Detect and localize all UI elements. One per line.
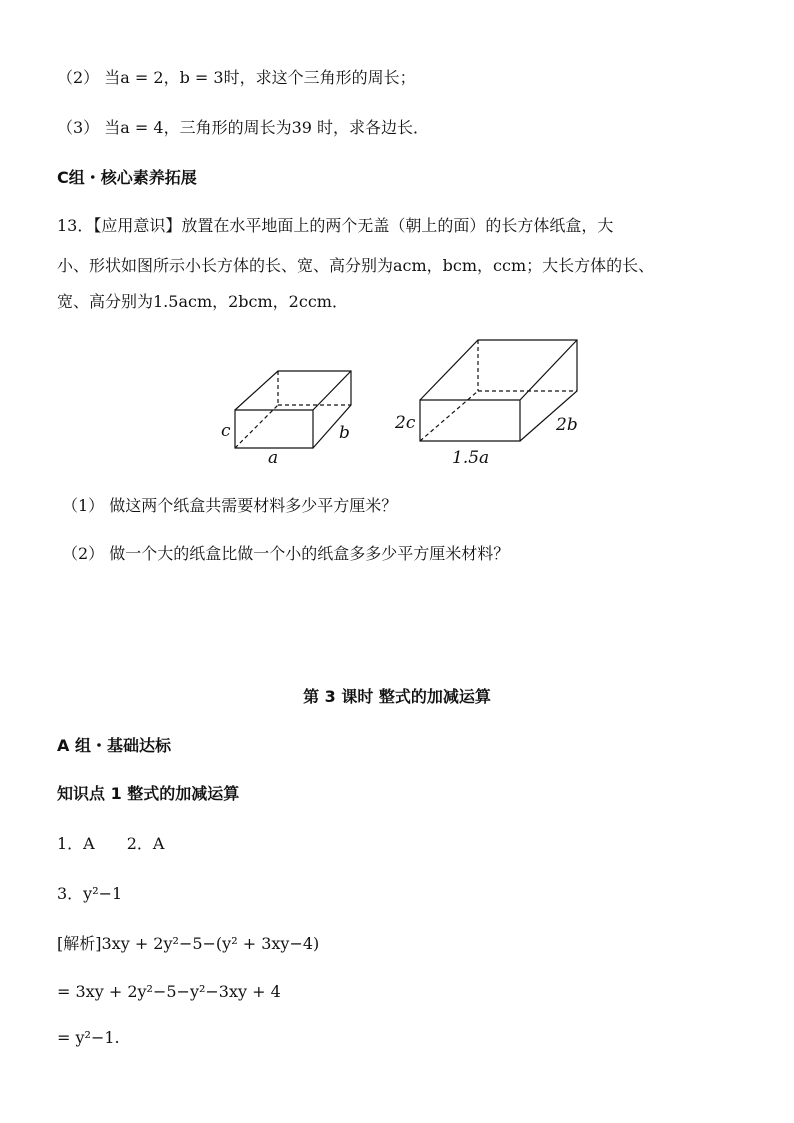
- small-b-label: b: [339, 423, 350, 443]
- knowledge-point-heading: 知识点 1 整式的加减运算: [57, 784, 240, 803]
- question-2-part-2: （2） 当a = 2，b = 3时，求这个三角形的周长；: [57, 68, 416, 87]
- boxes-figure: [0, 330, 794, 480]
- analysis-line-1: [解析]3xy + 2y²−5−(y² + 3xy−4): [57, 934, 320, 953]
- answer-3: 3．y²−1: [57, 884, 123, 903]
- section-a-heading: A 组・基础达标: [57, 736, 171, 755]
- small-c-label: c: [221, 421, 231, 441]
- question-2-part-3: （3） 当a = 4，三角形的周长为39 时，求各边长．: [57, 118, 430, 137]
- big-box: [420, 340, 577, 441]
- question-13-line-2: 小、形状如图所示小长方体的长、宽、高分别为acm，bcm，ccm；大长方体的长、: [57, 256, 655, 275]
- big-a-label: 1.5a: [452, 448, 490, 468]
- big-c-label: 2c: [395, 413, 416, 433]
- answers-1-2: 1．A 2．A: [57, 834, 165, 853]
- analysis-line-2: = 3xy + 2y²−5−y²−3xy + 4: [57, 982, 281, 1001]
- small-box: [235, 371, 351, 448]
- small-a-label: a: [268, 448, 279, 468]
- lesson-title: 第 3 课时 整式的加减运算: [303, 687, 491, 706]
- question-13-sub-1: （1） 做这两个纸盒共需要材料多少平方厘米？: [62, 496, 398, 515]
- section-c-heading: C组・核心素养拓展: [57, 168, 197, 187]
- question-13-sub-2: （2） 做一个大的纸盒比做一个小的纸盒多多少平方厘米材料？: [62, 544, 510, 563]
- question-13-line-3: 宽、高分别为1.5acm，2bcm，2ccm．: [57, 292, 348, 311]
- analysis-line-3: = y²−1.: [57, 1028, 120, 1047]
- big-b-label: 2b: [556, 415, 578, 435]
- question-13-line-1: 13．【应用意识】放置在水平地面上的两个无盖（朝上的面）的长方体纸盒，大: [57, 216, 614, 235]
